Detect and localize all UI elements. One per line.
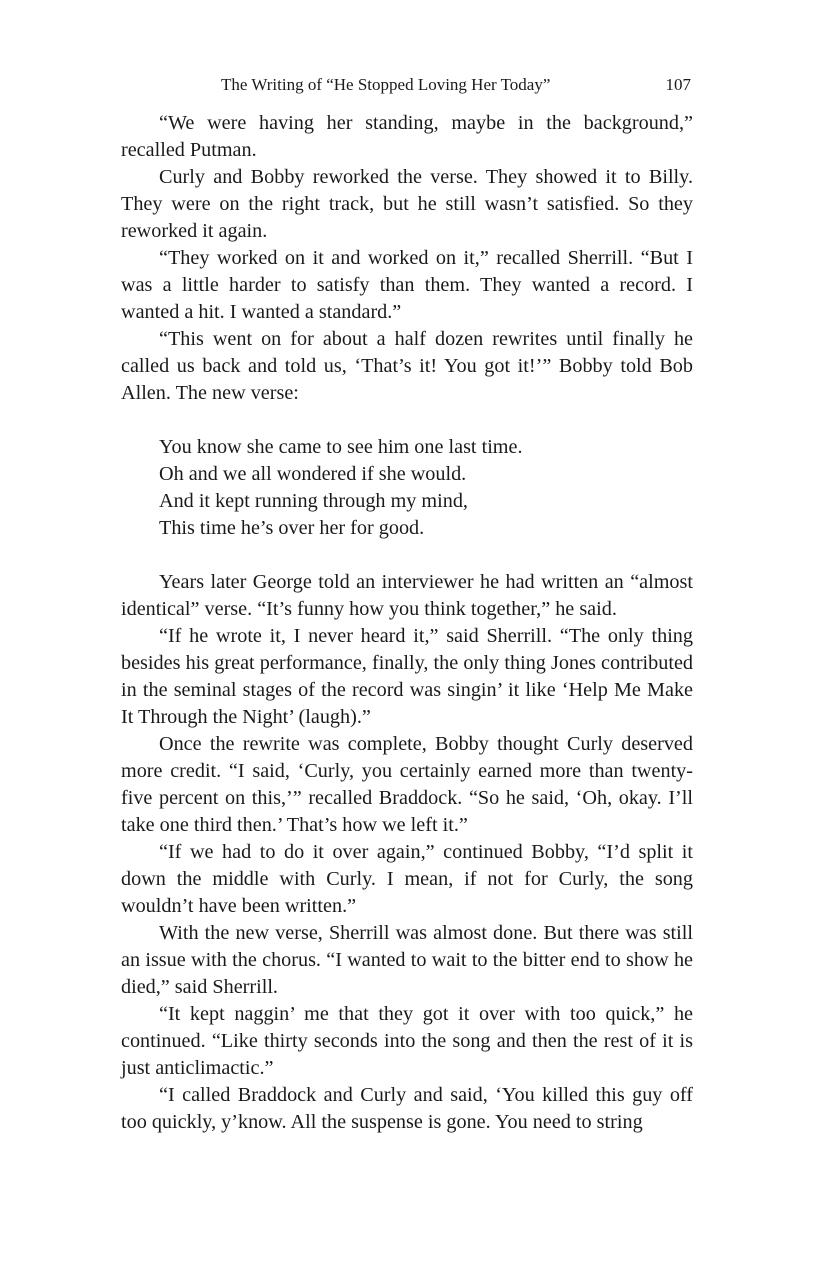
verse-line: Oh and we all wondered if she would. [159,463,467,485]
paragraph: “They worked on it and worked on it,” recalled Sherrill. “But I was a little harder to satisfy than them. They wanted a record. I wanted a hit. I wanted a standard.” [121,247,693,323]
verse-line: This time he’s over her for good. [159,517,425,539]
verse-line: You know she came to see him one last time. [159,436,523,458]
verse-block [159,434,693,542]
paragraph: Years later George told an interviewer he had written an “almost identical” verse. “It’s funny how you think together,” he said. [121,571,693,620]
paragraph: “This went on for about a half dozen rewrites until finally he called us back and told us, ‘That’s it! You got it!’” Bobby told Bob Allen. The new verse: [121,328,693,404]
paragraph: “If we had to do it over again,” continued Bobby, “I’d split it down the middle with Curly. I mean, if not for Curly, the song wouldn’t have been written.” [121,841,693,917]
verse-line: And it kept running through my mind, [159,490,468,512]
paragraph: Curly and Bobby reworked the verse. They showed it to Billy. They were on the right track, but he still wasn’t satisfied. So they reworked it again. [121,166,693,242]
running-title: The Writing of “He Stopped Loving Her Today” [221,75,551,94]
paragraph: “I called Braddock and Curly and said, ‘You killed this guy off too quickly, y’know. All the suspense is gone. You need to string [121,1084,693,1133]
paragraph: “We were having her standing, maybe in the background,” recalled Putman. [121,112,693,161]
running-head [121,73,693,97]
paragraph: “If he wrote it, I never heard it,” said Sherrill. “The only thing besides his great performance, finally, the only thing Jones contributed in the seminal stages of the record was singin’ it like ‘Help Me Make It Through the Night’ (laugh).” [121,625,693,728]
body-text [121,110,693,1136]
paragraph: With the new verse, Sherrill was almost done. But there was still an issue with the chorus. “I wanted to wait to the bitter end to show he died,” said Sherrill. [121,922,693,998]
paragraph: “It kept naggin’ me that they got it over with too quick,” he continued. “Like thirty seconds into the song and then the rest of it is just anticlimactic.” [121,1003,693,1079]
page-number: 107 [665,75,691,94]
paragraph: Once the rewrite was complete, Bobby thought Curly deserved more credit. “I said, ‘Curly, you certainly earned more than twenty-five percent on this,’” recalled Braddock. “So he said, ‘Oh, okay. I’ll take one third then.’ That’s how we left it.” [121,733,693,836]
